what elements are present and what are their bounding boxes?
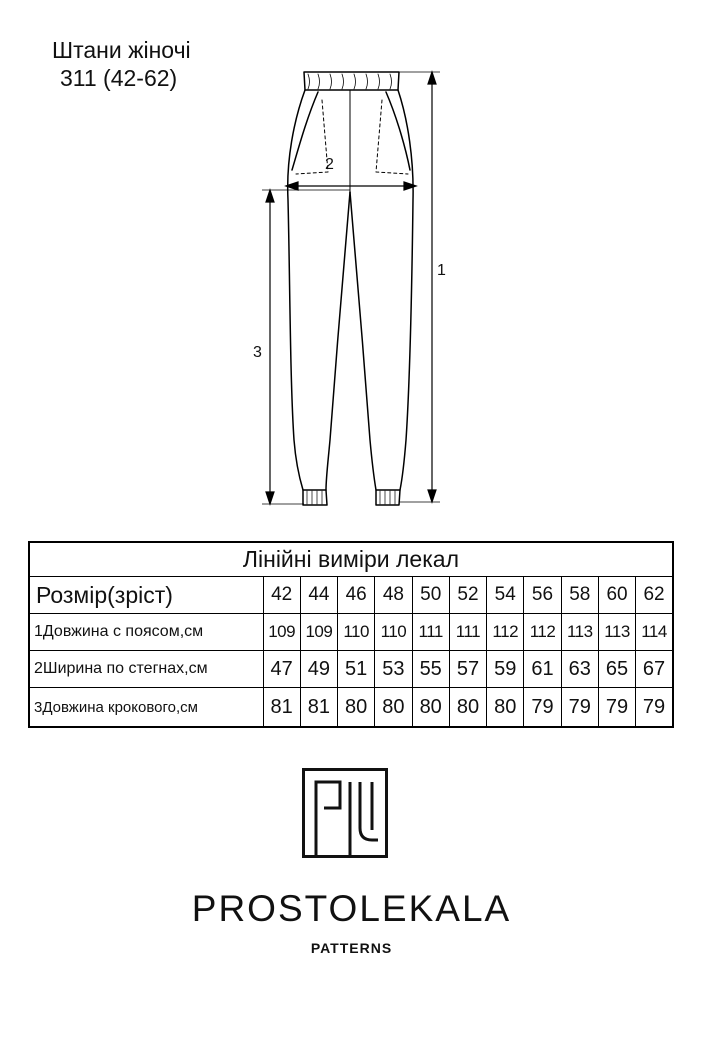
value-cell: 80 bbox=[338, 688, 375, 728]
table-caption: Лінійні виміри лекал bbox=[29, 542, 673, 577]
value-cell: 79 bbox=[524, 688, 561, 728]
value-cell: 65 bbox=[598, 651, 635, 688]
table-row bbox=[29, 688, 673, 728]
row-label: 2Ширина по стегнах,см bbox=[29, 651, 263, 688]
value-cell: 113 bbox=[561, 614, 598, 651]
value-cell: 55 bbox=[412, 651, 449, 688]
size-cell: 48 bbox=[375, 577, 412, 614]
value-cell: 80 bbox=[412, 688, 449, 728]
brand-logo-icon bbox=[302, 768, 388, 858]
value-cell: 81 bbox=[263, 688, 300, 728]
measurements-table bbox=[28, 541, 674, 728]
value-cell: 51 bbox=[338, 651, 375, 688]
dimension-label-length: 1 bbox=[437, 262, 446, 279]
value-cell: 47 bbox=[263, 651, 300, 688]
dimension-label-inseam: 3 bbox=[253, 344, 262, 361]
left-pocket bbox=[292, 92, 318, 170]
row-label: 3Довжина крокового,см bbox=[29, 688, 263, 728]
value-cell: 110 bbox=[338, 614, 375, 651]
left-leg-outline bbox=[288, 90, 305, 490]
value-cell: 111 bbox=[412, 614, 449, 651]
value-cell: 109 bbox=[300, 614, 337, 651]
value-cell: 79 bbox=[636, 688, 673, 728]
brand-tagline: PATTERNS bbox=[310, 940, 393, 956]
size-cell: 50 bbox=[412, 577, 449, 614]
product-code: 311 (42-62) bbox=[60, 65, 178, 91]
value-cell: 80 bbox=[487, 688, 524, 728]
brand-name: PROSTOLEKALA bbox=[191, 888, 512, 929]
value-cell: 109 bbox=[263, 614, 300, 651]
value-cell: 57 bbox=[449, 651, 486, 688]
value-cell: 81 bbox=[300, 688, 337, 728]
value-cell: 67 bbox=[636, 651, 673, 688]
inner-seam-left bbox=[326, 192, 350, 490]
value-cell: 110 bbox=[375, 614, 412, 651]
left-cuff bbox=[303, 490, 327, 505]
value-cell: 112 bbox=[487, 614, 524, 651]
value-cell: 61 bbox=[524, 651, 561, 688]
size-cell: 46 bbox=[338, 577, 375, 614]
value-cell: 49 bbox=[300, 651, 337, 688]
value-cell: 111 bbox=[449, 614, 486, 651]
value-cell: 80 bbox=[449, 688, 486, 728]
value-cell: 59 bbox=[487, 651, 524, 688]
size-cell: 62 bbox=[636, 577, 673, 614]
inner-seam-right bbox=[350, 192, 376, 490]
value-cell: 63 bbox=[561, 651, 598, 688]
value-cell: 53 bbox=[375, 651, 412, 688]
value-cell: 113 bbox=[598, 614, 635, 651]
table-row-sizes bbox=[29, 577, 673, 614]
right-pocket bbox=[386, 92, 410, 170]
size-cell: 56 bbox=[524, 577, 561, 614]
table-row bbox=[29, 614, 673, 651]
dimension-label-hip: 2 bbox=[325, 156, 334, 173]
size-cell: 60 bbox=[598, 577, 635, 614]
value-cell: 79 bbox=[561, 688, 598, 728]
value-cell: 112 bbox=[524, 614, 561, 651]
product-name: Штани жіночі bbox=[52, 37, 191, 63]
value-cell: 79 bbox=[598, 688, 635, 728]
right-cuff bbox=[376, 490, 400, 505]
size-label: Розмір(зріст) bbox=[29, 577, 263, 614]
size-cell: 44 bbox=[300, 577, 337, 614]
row-label: 1Довжина с поясом,см bbox=[29, 614, 263, 651]
size-cell: 58 bbox=[561, 577, 598, 614]
table-row bbox=[29, 651, 673, 688]
size-cell: 54 bbox=[487, 577, 524, 614]
size-cell: 52 bbox=[449, 577, 486, 614]
size-cell: 42 bbox=[263, 577, 300, 614]
value-cell: 80 bbox=[375, 688, 412, 728]
value-cell: 114 bbox=[636, 614, 673, 651]
